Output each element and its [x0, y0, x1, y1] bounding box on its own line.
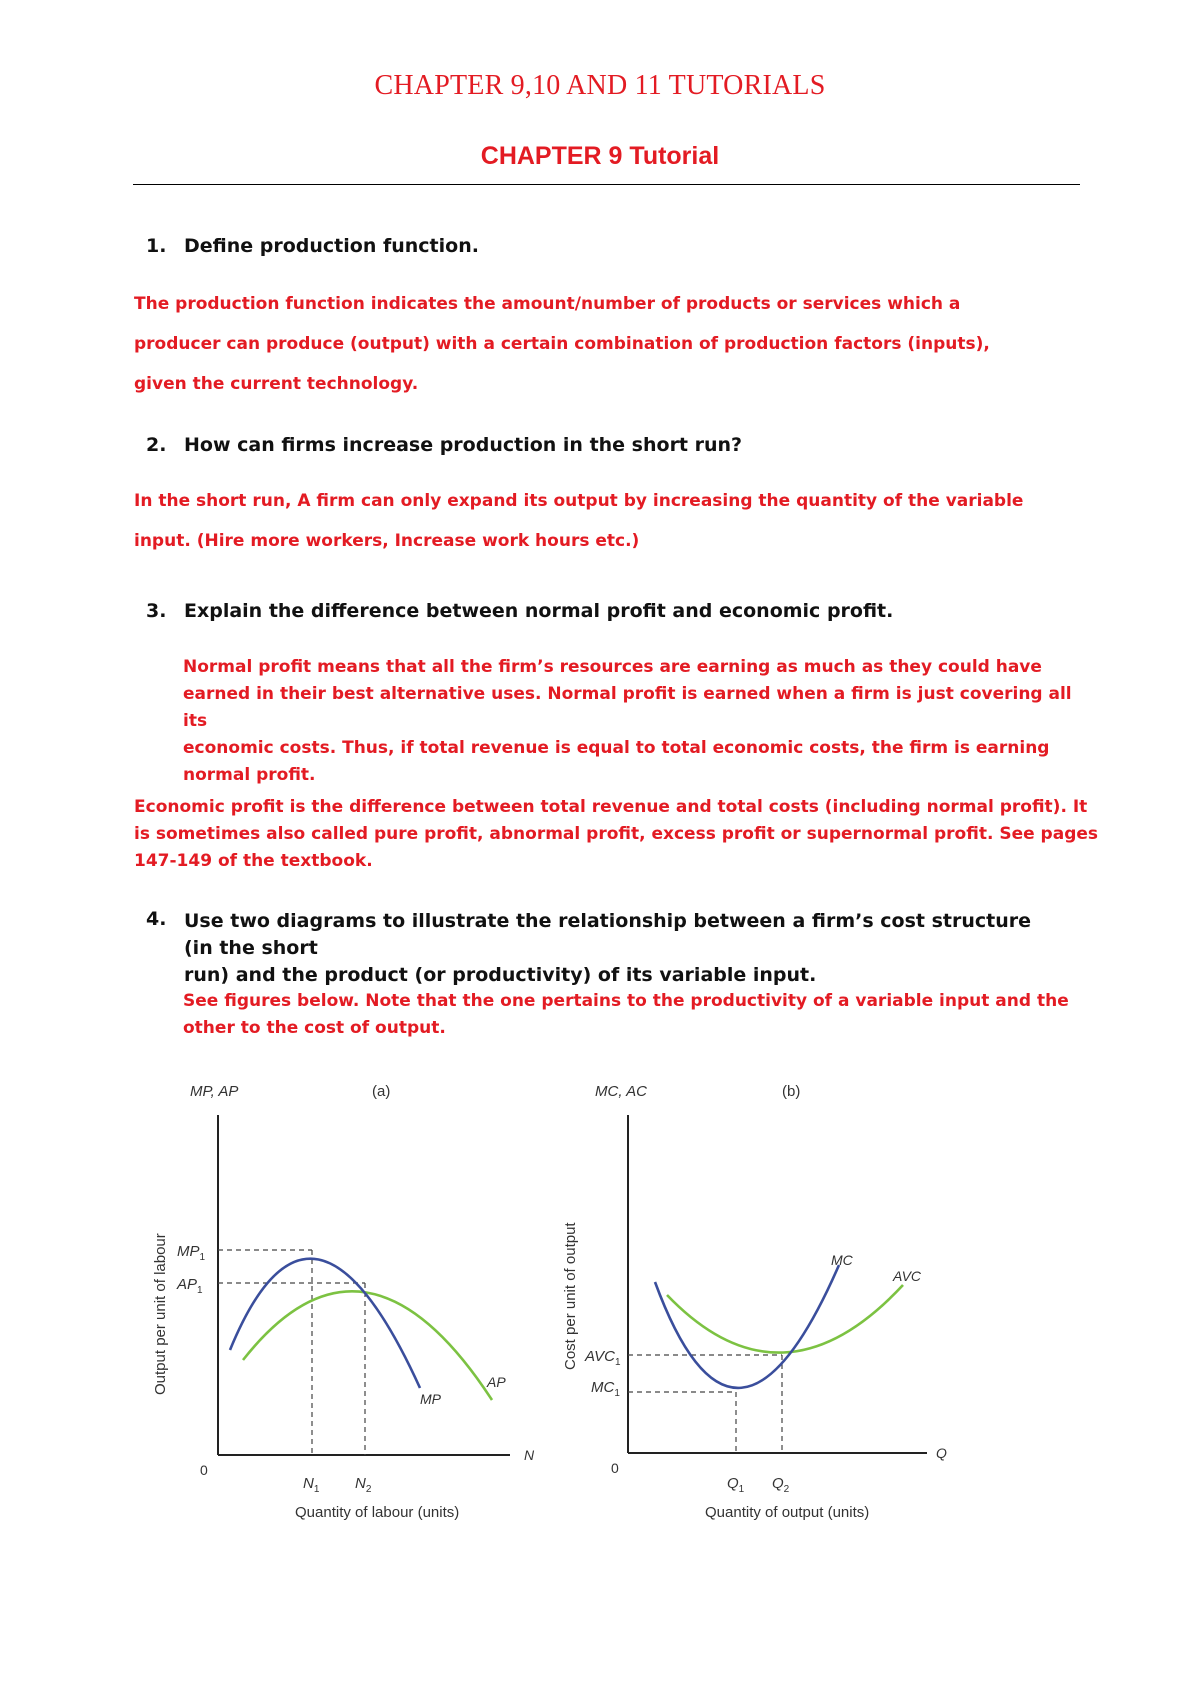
question-number: 2.	[146, 434, 167, 456]
answer-line: normal profit.	[183, 765, 316, 785]
figure-b-cost-diagram	[555, 1070, 975, 1530]
answer-line: other to the cost of output.	[183, 1018, 446, 1038]
title-divider	[133, 184, 1080, 185]
answer-line: input. (Hire more workers, Increase work hours etc.)	[134, 531, 640, 551]
figure-a-ap-curve	[243, 1291, 492, 1400]
question-text: Explain the difference between normal profit and economic profit.	[184, 600, 894, 622]
question-text	[184, 908, 1044, 989]
figure-b-avc-label: AVC	[893, 1268, 922, 1284]
question-2	[146, 434, 743, 456]
figure-a-origin: 0	[200, 1462, 208, 1478]
question-3	[146, 600, 894, 622]
figure-b-y-tick-mc1: $MC_1$	[591, 1379, 620, 1399]
answer-line: economic costs. Thus, if total revenue is equal to total economic costs, the firm is earning	[183, 738, 1050, 758]
question-line: Use two diagrams to illustrate the relationship between a firm’s cost structure (in the short	[184, 910, 1032, 959]
question-number: 4.	[146, 908, 167, 930]
answer-line: See figures below. Note that the one pertains to the productivity of a variable input and the	[183, 991, 1069, 1011]
figure-a-x-axis-title: Quantity of labour (units)	[295, 1504, 460, 1521]
answer-line: Normal profit means that all the firm’s resources are earning as much as they could have	[183, 657, 1042, 677]
figure-a-mp-curve	[230, 1259, 420, 1388]
question-line: run) and the product (or productivity) of its variable input.	[184, 964, 817, 986]
figure-a-x-tick-n2: $N_2$	[355, 1475, 372, 1495]
answer-line: is sometimes also called pure profit, abnormal profit, excess profit or supernormal profit. See pages	[134, 824, 1099, 844]
figure-a-x-tick-n1: $N_1$	[303, 1475, 320, 1495]
figure-b-x-tick-q2: $Q_2$	[772, 1475, 790, 1495]
question-text: Define production function.	[184, 235, 479, 257]
figure-b-origin: 0	[611, 1460, 619, 1476]
question-text: How can firms increase production in the short run?	[184, 434, 743, 456]
answer-line: 147-149 of the textbook.	[134, 851, 373, 871]
figure-a-mp-label: MP	[420, 1391, 441, 1407]
figure-b-y-tick-avc1: $AVC_1$	[585, 1348, 621, 1368]
figure-a-productivity-diagram	[140, 1070, 560, 1530]
answer-line: The production function indicates the amount/number of products or services which a	[134, 294, 961, 314]
question-number: 1.	[146, 235, 167, 257]
answer-2	[134, 481, 1023, 561]
question-number: 3.	[146, 600, 167, 622]
figure-a-y-tick-ap1: $AP_1$	[177, 1276, 203, 1296]
document-title: CHAPTER 9,10 AND 11 TUTORIALS	[374, 70, 826, 101]
figure-a-y-tick-mp1: $MP_1$	[177, 1243, 206, 1263]
answer-3-normal-profit	[183, 654, 1083, 789]
figure-a-x-end-label: N	[524, 1447, 535, 1463]
question-1	[146, 235, 479, 257]
figure-a-ap-label: AP	[487, 1374, 506, 1390]
answer-3-economic-profit	[134, 794, 1134, 875]
figure-a-y-axis-title: Output per unit of labour	[152, 1233, 169, 1395]
answer-4	[183, 988, 1083, 1042]
answer-line: producer can produce (output) with a certain combination of production factors (inputs),	[134, 334, 990, 354]
figure-a-panel-label: (a)	[372, 1083, 391, 1100]
figure-b-x-end-label: Q	[936, 1445, 947, 1461]
figure-a-top-label: MP, AP	[190, 1083, 239, 1100]
figure-b-avc-curve	[667, 1285, 903, 1353]
answer-line: In the short run, A firm can only expand its output by increasing the quantity of the variable	[134, 491, 1024, 511]
chapter-subtitle: CHAPTER 9 Tutorial	[480, 142, 720, 170]
figure-b-mc-label: MC	[831, 1252, 853, 1268]
answer-line: Economic profit is the difference between total revenue and total costs (including normal profit). It	[134, 797, 1088, 817]
answer-line: earned in their best alternative uses. Normal profit is earned when a firm is just covering all its	[183, 684, 1072, 731]
figure-b-x-tick-q1: $Q_1$	[727, 1475, 745, 1495]
answer-1	[134, 284, 990, 404]
figure-b-x-axis-title: Quantity of output (units)	[705, 1504, 870, 1521]
figure-b-y-axis-title: Cost per unit of output	[562, 1222, 579, 1370]
figure-b-mc-curve	[655, 1265, 839, 1388]
answer-line: given the current technology.	[134, 374, 419, 394]
figure-b-top-label: MC, AC	[595, 1083, 647, 1100]
figure-b-panel-label: (b)	[782, 1083, 801, 1100]
question-4	[146, 908, 1032, 986]
